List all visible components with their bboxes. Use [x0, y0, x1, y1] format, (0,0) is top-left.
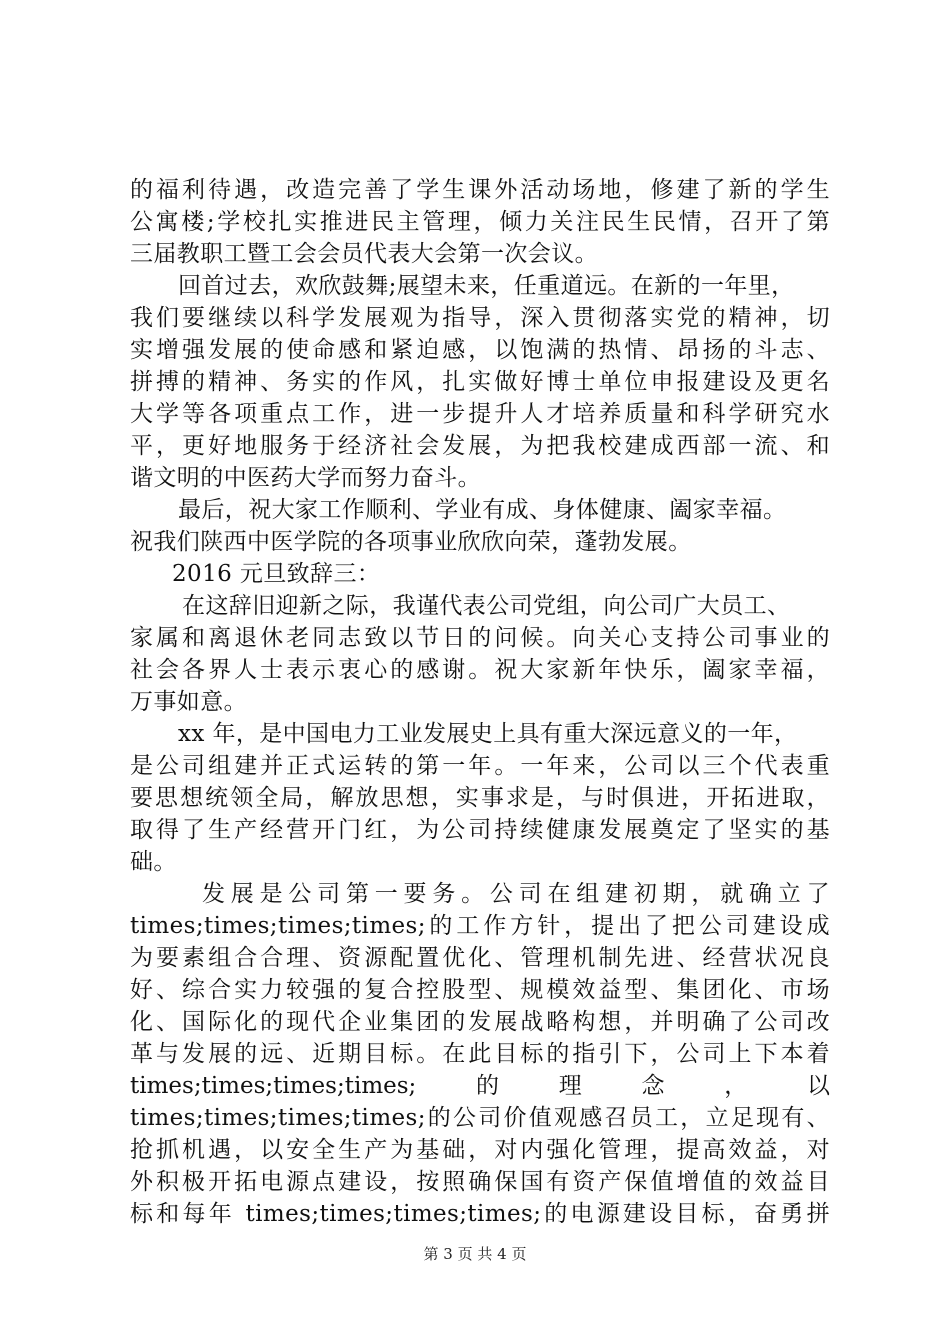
spread-word: 理: [558, 1073, 582, 1099]
text-line: 平，更好地服务于经济社会发展，为把我校建成西部一流、和: [130, 433, 830, 459]
text-line: 是公司组建并正式运转的第一年。一年来，公司以三个代表重: [130, 753, 830, 779]
text-line: times;times;times;times;的工作方针，提出了把公司建设成: [130, 913, 830, 939]
text-line: 我们要继续以科学发展观为指导，深入贯彻落实党的精神，切: [130, 305, 830, 331]
spread-word: 以: [806, 1073, 830, 1099]
text-line: 要思想统领全局，解放思想，实事求是，与时俱进，开拓进取，: [130, 785, 830, 811]
text-line: 实增强发展的使命感和紧迫感，以饱满的热情、昂扬的斗志、: [130, 337, 830, 363]
text-line: 大学等各项重点工作，进一步提升人才培养质量和科学研究水: [130, 401, 830, 427]
text-line: 的福利待遇，改造完善了学生课外活动场地，修建了新的学生: [130, 177, 830, 203]
text-line: 抢抓机遇，以安全生产为基础，对内强化管理，提高效益，对: [130, 1137, 830, 1163]
text-line: 化、国际化的现代企业集团的发展战略构想，并明确了公司改: [130, 1009, 830, 1035]
text-line: 拼搏的精神、务实的作风，扎实做好博士单位申报建设及更名: [130, 369, 830, 395]
spread-text-line: [130, 1070, 830, 1102]
text-line: 祝我们陕西中医学院的各项事业欣欣向荣，蓬勃发展。: [130, 529, 692, 555]
text-line: 取得了生产经营开门红，为公司持续健康发展奠定了坚实的基: [130, 817, 830, 843]
text-line: 家属和离退休老同志致以节日的问候。向关心支持公司事业的: [130, 625, 830, 651]
text-line: 革与发展的远、近期目标。在此目标的指引下，公司上下本着: [130, 1041, 830, 1067]
page-number-footer: 第 3 页 共 4 页: [423, 1245, 527, 1263]
spread-word: 的: [476, 1073, 500, 1099]
spread-word: times;times;times;times;: [130, 1073, 417, 1099]
spread-word: 念: [641, 1073, 665, 1099]
paragraph-first-line: 最后，祝大家工作顺利、学业有成、身体健康、阖家幸福。: [178, 497, 787, 523]
text-line: times;times;times;times;的公司价值观感召员工，立足现有、: [130, 1105, 830, 1131]
text-line: 社会各界人士表示衷心的感谢。祝大家新年快乐，阖家幸福，: [130, 657, 830, 683]
text-line: 谐文明的中医药大学而努力奋斗。: [130, 465, 481, 491]
text-line: 好、综合实力较强的复合控股型、规模效益型、集团化、市场: [130, 977, 830, 1003]
spread-word: ，: [724, 1073, 748, 1099]
paragraph-first-line: 发展是公司第一要务。公司在组建初期，就确立了: [202, 881, 830, 907]
paragraph-first-line: xx 年，是中国电力工业发展史上具有重大深远意义的一年，: [178, 721, 798, 747]
section-heading: 2016 元旦致辞三：: [172, 561, 381, 587]
text-line: 三届教职工暨工会会员代表大会第一次会议。: [130, 241, 598, 267]
paragraph-first-line: 回首过去，欢欣鼓舞;展望未来，任重道远。在新的一年里，: [178, 273, 795, 299]
paragraph-first-line: 在这辞旧迎新之际，我谨代表公司党组，向公司广大员工、: [182, 593, 791, 619]
text-line: 万事如意。: [130, 689, 247, 715]
text-line: 础。: [130, 849, 177, 875]
text-line: 标和每年 times;times;times;times;的电源建设目标，奋勇拼: [130, 1201, 830, 1227]
text-line: 外积极开拓电源点建设，按照确保国有资产保值增值的效益目: [130, 1169, 830, 1195]
text-line: 为要素组合合理、资源配置优化、管理机制先进、经营状况良: [130, 945, 830, 971]
text-line: 公寓楼;学校扎实推进民主管理，倾力关注民生民情，召开了第: [130, 209, 830, 235]
